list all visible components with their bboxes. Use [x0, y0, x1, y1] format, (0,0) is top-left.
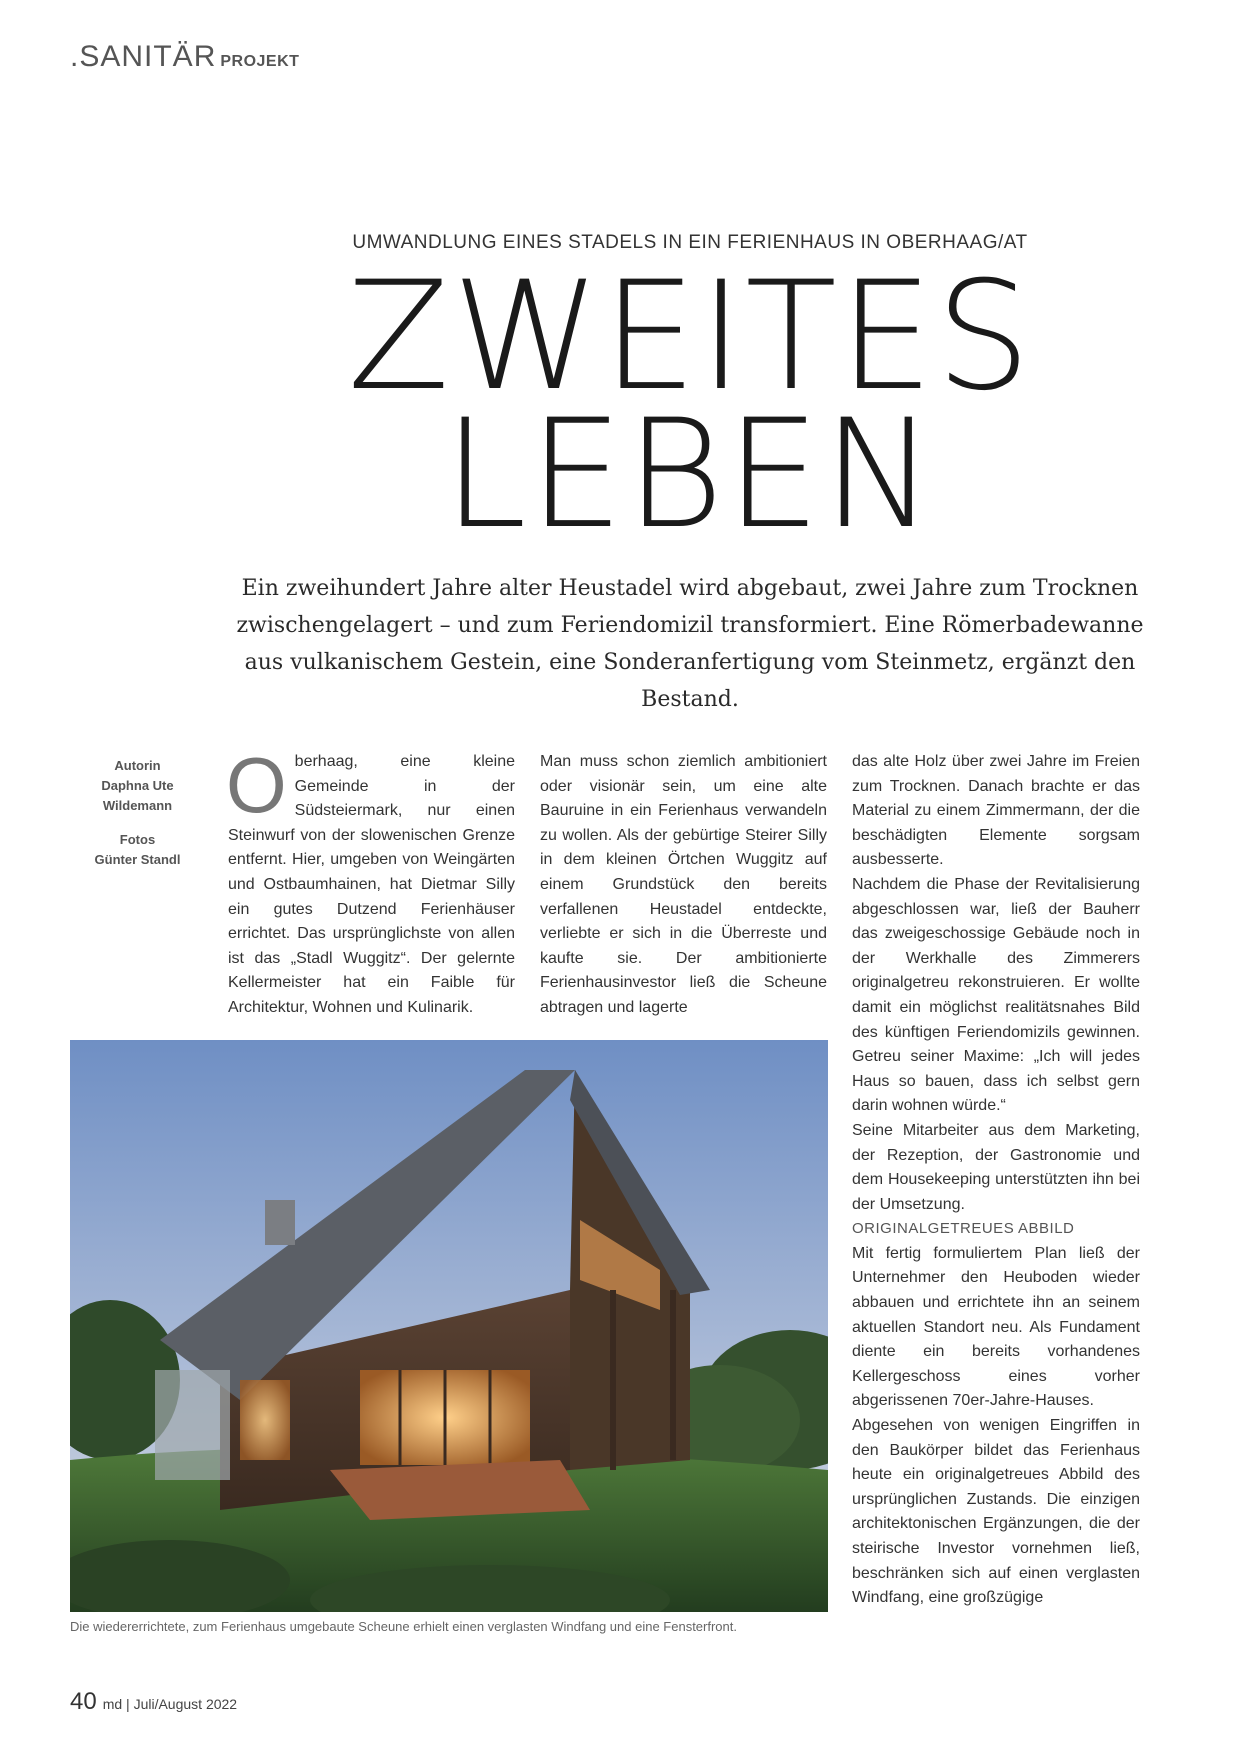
- headline-line-1: ZWEITES: [347, 250, 1033, 424]
- col3-paragraph-3: Seine Mitarbeiter aus dem Marketing, der Rezeption, der Gastronomie und dem Housekeeping unterstützten ihn bei der Umsetzung.: [852, 1121, 1140, 1213]
- photo-caption: Die wiedererrichtete, zum Ferienhaus umgebaute Scheune erhielt einen verglasten Windfang und eine Fensterfront.: [70, 1619, 737, 1634]
- photo-label: Fotos: [119, 832, 156, 847]
- section-tag: [70, 40, 299, 74]
- barn-house-photo: [70, 1040, 828, 1612]
- body-column-3: [852, 750, 1140, 1611]
- col3-paragraph-5: Abgesehen von wenigen Eingriffen in den Baukörper bildet das Ferienhaus heute ein originalgetreues Abbild des ursprünglichen Zustands. Die einzigen architektonischen Ergänzungen, die der steirische Investor vornehmen ließ, beschränken sich auf einen verglasten Windfang, eine großzügige: [852, 1417, 1140, 1607]
- headline-line-2: LEBEN: [443, 388, 937, 562]
- article-headline: [235, 250, 1145, 562]
- col3-paragraph-2: Nachdem die Phase der Revitalisierung abgeschlossen war, ließ der Bauherr das zweigeschossige Gebäude noch in der Werkhalle des Zimmerers originalgetreu rekonstruieren. Er wollte damit ein möglichst realitätsnahes Bild des künftigen Feriendomizils gewinnen. Getreu seiner Maxime: „Ich will jedes Haus so bauen, dass ich selbst gern darin wohnen würde.“: [852, 875, 1140, 1115]
- author-name: Daphna Ute Wildemann: [101, 778, 174, 813]
- col1-paragraph: berhaag, eine kleine Gemeinde in der Südsteiermark, nur einen Steinwurf von der slowenischen Grenze entfernt. Hier, umgeben von Weingärten und Ostbaumhainen, hat Dietmar Silly ein gutes Dutzend Ferienhäuser errichtet. Das ursprünglichste von allen ist das „Stadl Wuggitz“. Der gelernte Kellermeister hat ein Faible für Architektur, Wohnen und Kulinarik.: [228, 753, 515, 1016]
- col3-paragraph-1: das alte Holz über zwei Jahre im Freien zum Trocknen. Danach brachte er das Material zu einem Zimmermann, der die beschädigten Elemente sorgsam ausbesserte.: [852, 753, 1140, 869]
- author-label: Autorin: [114, 758, 161, 773]
- photo-credit: [70, 830, 205, 870]
- page-number: 40: [70, 1688, 97, 1715]
- col2-paragraph: Man muss schon ziemlich ambitioniert oder visionär sein, um eine alte Bauruine in ein Ferienhaus verwandeln zu wollen. Als der gebürtige Steirer Silly in dem kleinen Örtchen Wuggitz auf einem Grundstück den bereits verfallenen Heustadel entdeckte, verliebte er sich in die Überreste und kaufte sie. Der ambitionierte Ferienhausinvestor ließ die Scheune abtragen und lagerte: [540, 753, 827, 1016]
- article-lede: Ein zweihundert Jahre alter Heustadel wird abgebaut, zwei Jahre zum Trocknen zwischengelagert – und zum Feriendomizil transformiert. Eine Römerbadewanne aus vulkanischem Gestein, eine Sonderanfertigung vom Steinmetz, ergänzt den Bestand.: [236, 576, 1144, 712]
- subsection-name: PROJEKT: [220, 53, 300, 70]
- article-credits: [70, 756, 205, 884]
- section-name: .SANITÄR: [70, 40, 217, 73]
- col3-paragraph-4: Mit fertig formuliertem Plan ließ der Unternehmer den Heuboden wieder abbauen und errichtete ihn an seinem aktuellen Standort neu. Als Fundament diente ein bereits vorhandenes Kellergeschoss eines vorher abgerissenen 70er-Jahre-Hauses.: [852, 1244, 1140, 1410]
- drop-cap: O: [226, 741, 287, 829]
- author-credit: [70, 756, 205, 816]
- article-photo: [70, 1040, 828, 1612]
- photo-name: Günter Standl: [94, 852, 181, 867]
- col3-subheading: ORIGINALGETREUES ABBILD: [852, 1220, 1075, 1238]
- body-column-2: [540, 750, 827, 1021]
- article-kicker: UMWANDLUNG EINES STADELS IN EIN FERIENHAUS IN OBERHAAG/AT: [352, 232, 1028, 253]
- issue-info: md | Juli/August 2022: [102, 1696, 238, 1712]
- body-column-1: [226, 741, 515, 1021]
- page-footer: [70, 1688, 237, 1716]
